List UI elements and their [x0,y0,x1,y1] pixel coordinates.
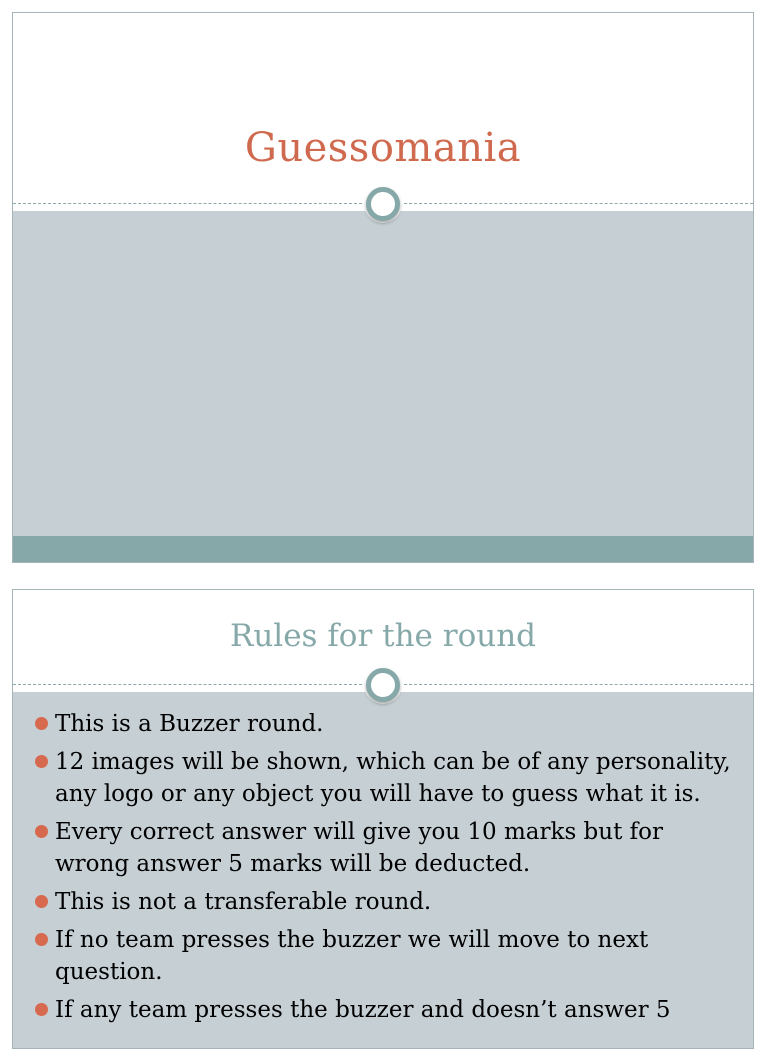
slide-rules [12,589,754,1049]
rule-text: This is not a transferable round. [55,889,432,915]
rule-text: Every correct answer will give you 10 marks but for wrong answer 5 marks will be deducted. [55,819,664,877]
list-item [33,746,739,810]
rule-text: 12 images will be shown, which can be of any personality, any logo or any object you will have to guess what it is. [55,749,731,807]
slide-footer-band [13,536,753,562]
circle-ornament-icon [366,668,400,702]
list-item [33,708,739,740]
list-item [33,816,739,880]
list-item [33,886,739,918]
list-item [33,924,739,988]
slide-title-header [13,13,753,204]
rule-text: If any team presses the buzzer and doesn’t answer 5 [55,997,671,1023]
slide-title-text: Guessomania [244,125,522,171]
bullet-dot-icon [35,825,48,838]
rule-text: This is a Buzzer round. [55,711,324,737]
bullet-dot-icon [35,717,48,730]
rule-text: If no team presses the buzzer we will move to next question. [55,927,649,985]
slide-rules-title: Rules for the round [229,618,537,654]
bullet-dot-icon [35,895,48,908]
bullet-dot-icon [35,1003,48,1016]
bullet-dot-icon [35,933,48,946]
circle-ornament-icon [366,187,400,221]
slide-content-area [13,211,753,536]
bullet-dot-icon [35,755,48,768]
list-item [33,994,739,1026]
rules-bullet-list [33,708,739,1032]
slide-title [12,12,754,563]
